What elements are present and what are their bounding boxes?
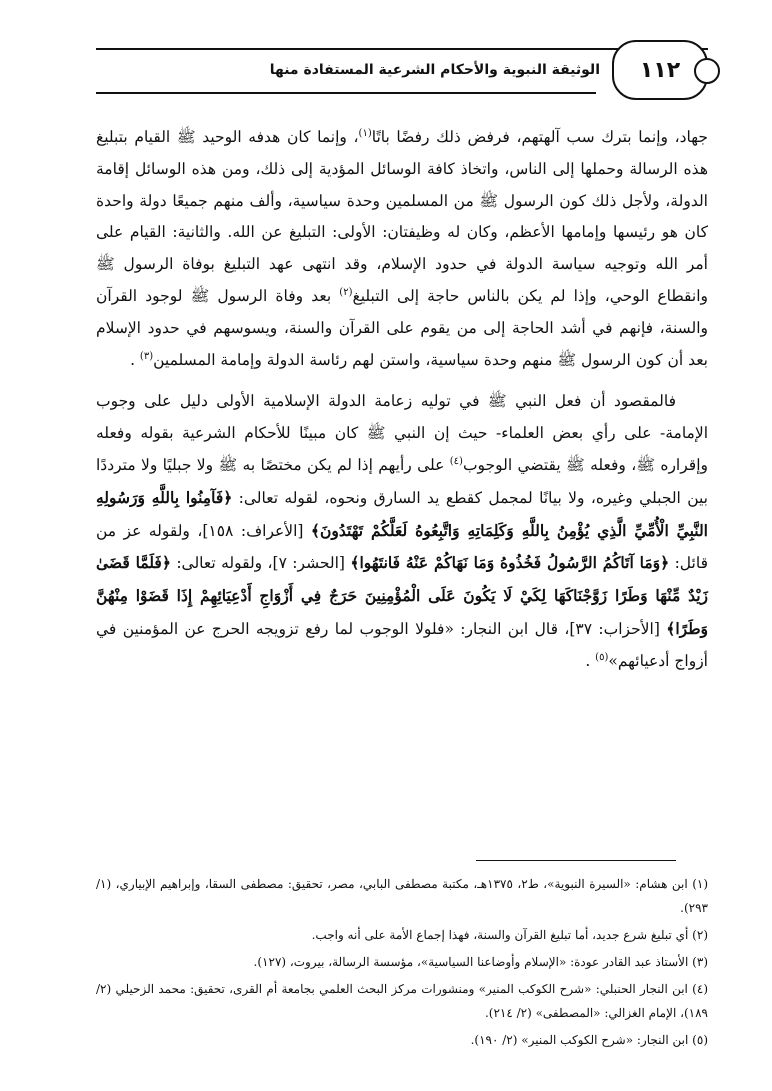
body-paragraph bbox=[96, 386, 708, 677]
quran-verse: ﴿فَآمِنُوا بِاللَّهِ وَرَسُولِهِ النَّبِيِّ الْأُمِّيِّ الَّذِي يُؤْمِنُ بِاللَّهِ وَكَلِمَاتِهِ وَاتَّبِعُوهُ لَعَلَّكُمْ تَهْتَدُونَ﴾ bbox=[96, 487, 708, 540]
footnote: (٣) الأستاذ عبد القادر عودة: «الإسلام وأوضاعنا السياسية»، مؤسسة الرسالة، بيروت، (١٢٧). bbox=[253, 955, 708, 969]
footnote-ref: (١) bbox=[358, 127, 372, 139]
text-run: جهاد، وإنما بترك سب آلهتهم، فرفض ذلك رفضًا باتًا bbox=[371, 128, 708, 146]
text-run: على رأيهم إذا لم يكن مختصًا به ﷺ ولا جبليًا ولا مترددًا بين الجبلي وغيره، ولا بيانًا لمجمل كقطع يد السارق ونحوه، لقوله تعالى: bbox=[96, 455, 708, 507]
header-bottom-rule bbox=[96, 92, 596, 94]
text-run: بعد وفاة الرسول ﷺ لوجود القرآن والسنة، فإنهم في أشد الحاجة إلى من يقوم على القرآن والسنة، ويسوسهم في حدود الإسلام بعد أن كون الرسول ﷺ منهم وحدة سياسية، واستن لهم رئاسة الدولة وإمامة المسلمين bbox=[96, 286, 708, 369]
footnote: (٥) ابن النجار: «شرح الكوكب المنير» (٢/ ١٩٠). bbox=[470, 1033, 708, 1047]
footnote-ref: (٢) bbox=[339, 286, 353, 298]
text-run: [الحشر: ٧]، ولقوله تعالى: bbox=[170, 554, 351, 573]
quran-verse: ﴿وَمَا آتَاكُمُ الرَّسُولُ فَخُذُوهُ وَمَا نَهَاكُمْ عَنْهُ فَانتَهُوا﴾ bbox=[350, 553, 670, 573]
footnote: (١) ابن هشام: «السيرة النبوية»، ط٢، ١٣٧٥هـ، مكتبة مصطفى البابي، مصر، تحقيق: مصطفى السقا، وإبراهيم الإبياري، (١/ ٢٩٣). bbox=[96, 877, 709, 915]
footnote: (٢) أي تبليغ شرع جديد، أما تبليغ القرآن والسنة، فهذا إجماع الأمة على أنه واجب. bbox=[311, 928, 708, 942]
body-text bbox=[96, 122, 708, 678]
text-run: فالمقصود أن فعل النبي ﷺ في توليه زعامة الدولة الإسلامية الأولى دليل على وجوب الإمامة- على رأي بعض العلماء- حيث إن النبي ﷺ كان مبينًا للأحكام الشرعية بقوله وفعله وإقراره ﷺ، وفعله ﷺ يقتضي الوجوب bbox=[96, 392, 708, 474]
footnotes bbox=[96, 872, 708, 1052]
footnote-ref: (٥) bbox=[595, 651, 609, 663]
page-header bbox=[96, 40, 708, 102]
footnote-ref: (٣) bbox=[139, 350, 154, 362]
body-paragraph bbox=[96, 122, 708, 376]
text-run: [الأحزاب: ٣٧]، قال ابن النجار: «فلولا الوجوب لما رفع تزويجه الحرج عن المؤمنين في أزواج أدعيائهم» bbox=[96, 619, 708, 670]
running-title: الوثيقة النبوية والأحكام الشرعية المستفادة منها bbox=[269, 62, 600, 78]
footnote-separator bbox=[476, 860, 676, 861]
text-run: ، وإنما كان هدفه الوحيد ﷺ القيام بتبليغ هذه الرسالة وحملها إلى الناس، واتخاذ كافة الوسائل المؤدية إلى ذلك، ومن هذه الوسائل إقامة الدولة، ولأجل ذلك كون الرسول ﷺ من المسلمين وحدة سياسية، وألف منهم جميعًا دولة واحدة كان هو رئيسها وإمامها الأعظم، وكان له وظيفتان: الأولى: التبليغ عن الله. والثانية: القيام على أمر الله وتوجيه سياسة الدولة في حدود الإسلام، وقد انتهى عهد التبليغ بوفاة الرسول ﷺ وانقطاع الوحي، وإذا لم يكن بالناس حاجة إلى التبليغ bbox=[96, 128, 709, 305]
footnote-ref: (٤) bbox=[449, 455, 463, 467]
text-run: [الأعراف: ١٥٨]، ولقوله عز من قائل: bbox=[96, 521, 708, 573]
text-run: . bbox=[585, 651, 596, 670]
quran-verse: ﴿فَلَمَّا قَضَىٰ زَيْدٌ مِّنْهَا وَطَرًا زَوَّجْنَاكَهَا لِكَيْ لَا يَكُونَ عَلَى الْمُؤْمِنِينَ حَرَجٌ فِي أَزْوَاجِ أَدْعِيَائِهِمْ إِذَا قَضَوْا مِنْهُنَّ وَطَرًا﴾ bbox=[96, 553, 709, 638]
text-run: . bbox=[130, 350, 140, 369]
page-number: ١١٢ bbox=[612, 40, 708, 100]
footnote: (٤) ابن النجار الحنبلي: «شرح الكوكب المنير» ومنشورات مركز البحث العلمي بجامعة أم القرى، تحقيق: محمد الزحيلي (٢/ ١٨٩)، الإمام الغزالي: «المصطفى» (٢/ ٢١٤). bbox=[96, 982, 708, 1020]
